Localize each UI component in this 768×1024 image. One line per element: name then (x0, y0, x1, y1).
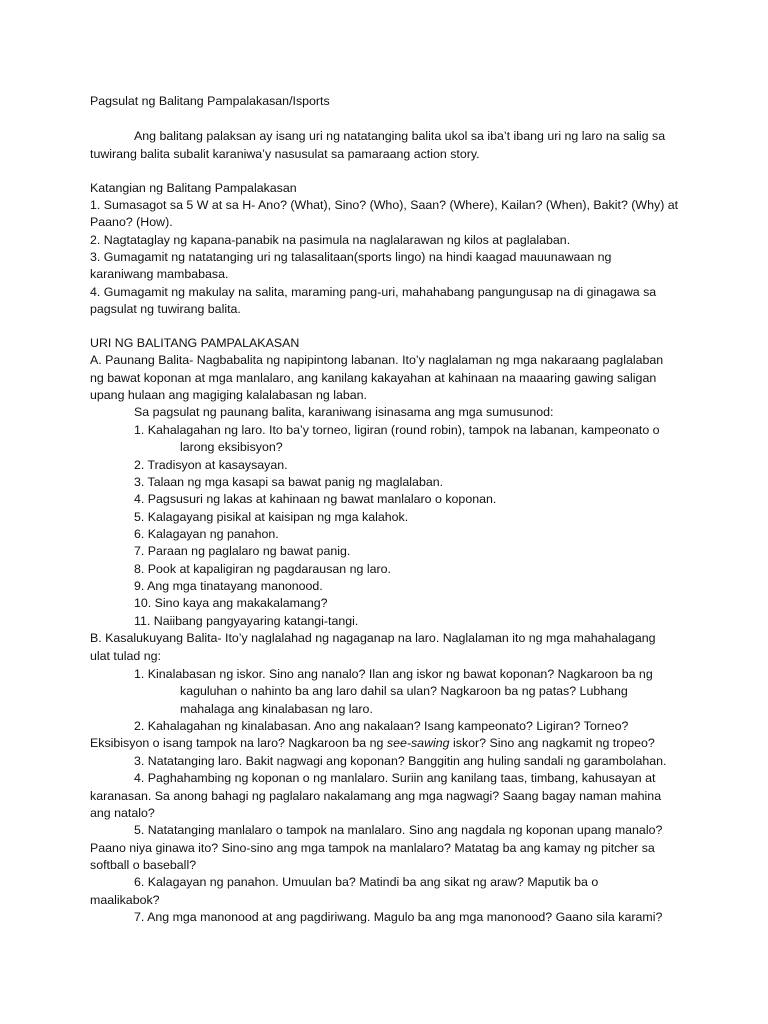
kasalukuyang-balita-line: B. Kasalukuyang Balita- Ito’y naglalahad ng nagaganap na laro. Naglalaman ito ng mga mahahalagang (90, 631, 656, 645)
list-item: 6. Kalagayan ng panahon. Umuulan ba? Matindi ba ang sikat ng araw? Maputik ba o (134, 875, 599, 889)
intro-line: tuwirang balita subalit karaniwa’y nasusulat sa pamaraang action story. (90, 147, 480, 161)
katangian-line: karaniwang mambabasa. (90, 267, 229, 281)
list-item: 8. Pook at kapaligiran ng pagdarausan ng laro. (134, 562, 391, 576)
list-item: 9. Ang mga tinatayang manonood. (134, 579, 323, 593)
paunang-balita-line: A. Paunang Balita- Nagbabalita ng napipintong labanan. Ito’y naglalaman ng mga nakaraang paglalaban (90, 353, 664, 367)
list-item-continuation: karanasan. Sa anong bahagi ng paglalaro nakalamang ang mga nagwagi? Saang bagay naman mahina (90, 789, 662, 803)
list-item: 2. Tradisyon at kasaysayan. (134, 458, 288, 472)
katangian-line: 3. Gumagamit ng natatanging uri ng talasalitaan(sports lingo) na hindi kaagad mauunawaan ng (90, 250, 612, 264)
uri-heading: URI NG BALITANG PAMPALAKASAN (90, 336, 300, 350)
list-item: 1. Kinalabasan ng iskor. Sino ang nanalo? Ilan ang iskor ng bawat koponan? Nagkaroon ba ng (134, 667, 653, 681)
list-item: 11. Naiibang pangyayaring katangi-tangi. (134, 614, 359, 628)
list-item: 10. Sino kaya ang makakalamang? (134, 596, 328, 610)
list-item-continuation: mahalaga ang kinalabasan ng laro. (180, 702, 373, 716)
list-item-continuation: kaguluhan o nahinto ba ang laro dahil sa ulan? Nagkaroon ba ng patas? Lubhang (180, 684, 628, 698)
intro-line: Ang balitang palaksan ay isang uri ng natatanging balita ukol sa iba’t ibang uri ng laro na salig sa (134, 129, 666, 143)
paunang-balita-line: ng bawat koponan at mga manlalaro, ang kanilang kakayahan at kahinaan na maaaring gawing saligan (90, 371, 657, 385)
list-item: 4. Paghahambing ng koponan o ng manlalaro. Suriin ang kanilang taas, timbang, kahusayan at (134, 771, 656, 785)
list-item-continuation: larong eksibisyon? (180, 440, 283, 454)
document-title: Pagsulat ng Balitang Pampalakasan/Isports (90, 94, 330, 108)
katangian-line: pagsulat ng tuwirang balita. (90, 302, 241, 316)
katangian-line: 2. Nagtataglay ng kapana-panabik na pasimula na naglalarawan ng kilos at paglalaban. (90, 233, 571, 247)
katangian-line: Paano? (How). (90, 215, 173, 229)
list-item: 7. Paraan ng paglalaro ng bawat panig. (134, 544, 351, 558)
list-item-continuation: Paano niya ginawa ito? Sino-sino ang mga tampok na manlalaro? Matatag ba ang kamay ng pitcher sa (90, 841, 655, 855)
emphasized-term: see-sawing (386, 736, 450, 750)
katangian-line: 1. Sumasagot sa 5 W at sa H- Ano? (What), Sino? (Who), Saan? (Where), Kailan? (When), Bakit? (Why) at (90, 198, 679, 212)
paunang-balita-line: upang hulaan ang magiging kalalabasan ng laban. (90, 388, 367, 402)
list-item: 7. Ang mga manonood at ang pagdiriwang. Magulo ba ang mga manonood? Gaano sila karami? (134, 910, 663, 924)
list-item: 3. Natatanging laro. Bakit nagwagi ang koponan? Banggitin ang huling sandali ng garambolahan. (134, 754, 667, 768)
list-item-continuation: maalikabok? (90, 893, 160, 907)
list-item: 2. Kahalagahan ng kinalabasan. Ano ang nakalaan? Isang kampeonato? Ligiran? Torneo? (134, 719, 629, 733)
text-run: iskor? Sino ang nagkamit ng tropeo? (449, 736, 655, 750)
katangian-heading: Katangian ng Balitang Pampalakasan (90, 181, 297, 195)
kasalukuyang-balita-line: ulat tulad ng: (90, 649, 161, 663)
paunang-balita-intro: Sa pagsulat ng paunang balita, karaniwang isinasama ang mga sumusunod: (134, 405, 554, 419)
list-item-continuation (90, 735, 655, 751)
list-item: 4. Pagsusuri ng lakas at kahinaan ng bawat manlalaro o koponan. (134, 492, 497, 506)
list-item: 6. Kalagayan ng panahon. (134, 527, 279, 541)
list-item: 3. Talaan ng mga kasapi sa bawat panig ng maglalaban. (134, 475, 444, 489)
katangian-line: 4. Gumagamit ng makulay na salita, maraming pang-uri, mahahabang pangungusap na di ginagawa sa (90, 285, 657, 299)
list-item: 1. Kahalagahan ng laro. Ito ba’y torneo, ligiran (round robin), tampok na labanan, kampeonato o (134, 423, 660, 437)
list-item: 5. Kalagayang pisikal at kaisipan ng mga kalahok. (134, 510, 409, 524)
list-item-continuation: softball o baseball? (90, 858, 197, 872)
text-run: Eksibisyon o isang tampok na laro? Nagkaroon ba ng (90, 736, 387, 750)
list-item-continuation: ang natalo? (90, 806, 155, 820)
list-item: 5. Natatanging manlalaro o tampok na manlalaro. Sino ang nagdala ng koponan upang manalo? (134, 823, 663, 837)
